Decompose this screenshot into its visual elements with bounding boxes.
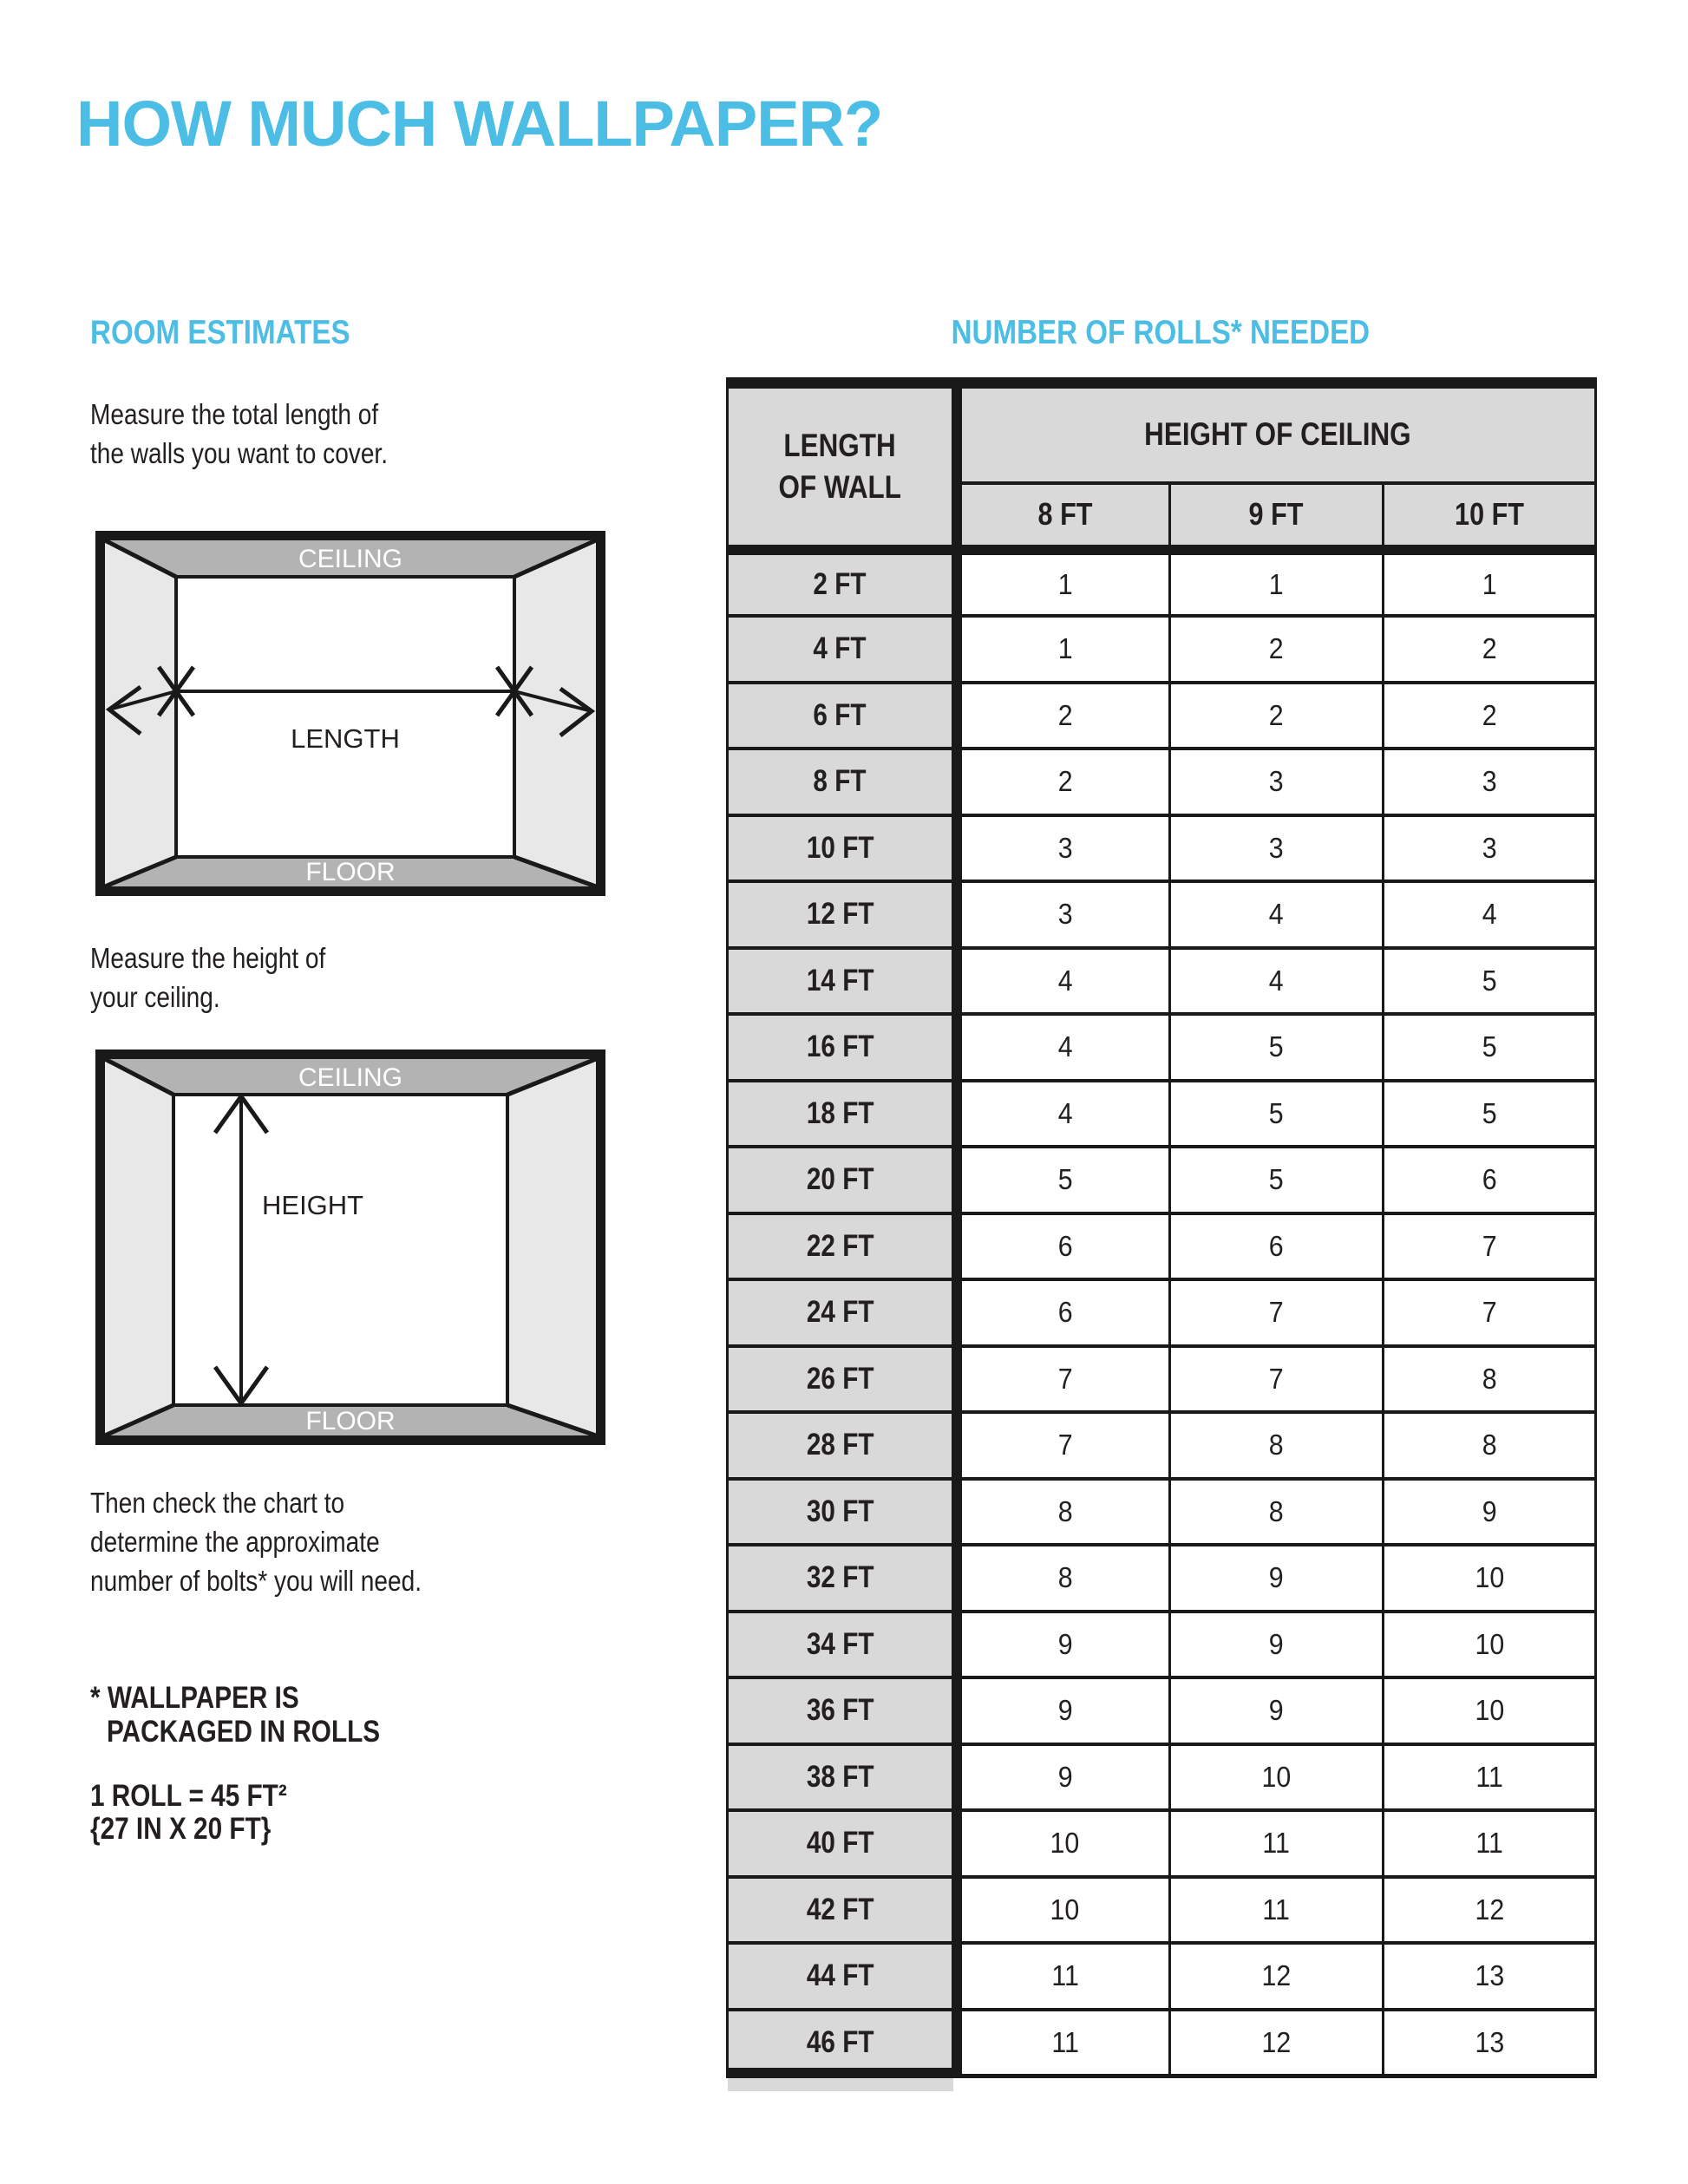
- measure-height-paragraph: Measure the height of your ceiling.: [90, 942, 326, 1013]
- roll-count-value: 11: [1262, 1827, 1291, 1860]
- roll-count-cell: [1170, 2010, 1384, 2076]
- row-label-text: 2 FT: [813, 566, 867, 601]
- right-wall-face: [514, 540, 596, 886]
- row-label-text: 16 FT: [806, 1030, 874, 1064]
- table-row: [728, 1213, 1596, 1280]
- roll-count-value: 2: [1482, 698, 1497, 731]
- row-label: [728, 1479, 957, 1546]
- roll-count-cell: [1170, 1081, 1384, 1148]
- wallpaper-rolls-footnote: * WALLPAPER IS PACKAGED IN ROLLS: [90, 1681, 381, 1749]
- roll-count-value: 7: [1269, 1362, 1284, 1395]
- roll-count-cell: [957, 1346, 1170, 1413]
- roll-count-value: 9: [1482, 1494, 1497, 1527]
- row-label-text: 32 FT: [806, 1560, 874, 1595]
- roll-count-value: 3: [1057, 898, 1073, 931]
- table-row: [728, 948, 1596, 1015]
- table-row: [728, 683, 1596, 749]
- back-wall-face: [173, 1095, 507, 1405]
- row-label: [728, 1612, 957, 1678]
- row-label-text: 26 FT: [806, 1361, 874, 1396]
- row-label-text: 46 FT: [806, 2024, 874, 2059]
- roll-count-value: 13: [1475, 2025, 1504, 2058]
- roll-count-value: 2: [1057, 698, 1073, 731]
- left-column-gray-tail: [728, 2078, 953, 2091]
- roll-count-value: 4: [1057, 964, 1073, 997]
- roll-count-value: 13: [1475, 1959, 1504, 1992]
- room-length-diagram: [95, 531, 605, 896]
- row-label-text: 20 FT: [806, 1162, 874, 1197]
- length-of-wall-header: LENGTH OF WALL: [728, 383, 957, 550]
- row-label: [728, 1545, 957, 1612]
- roll-count-cell: [957, 683, 1170, 749]
- roll-count-cell: [1384, 1346, 1596, 1413]
- roll-count-cell: [1170, 1943, 1384, 2010]
- table-row: [728, 1279, 1596, 1346]
- roll-count-value: 3: [1482, 831, 1497, 864]
- row-label: [728, 1877, 957, 1944]
- right-wall-face: [507, 1059, 596, 1435]
- column-header-10ft: 10 FT: [1384, 483, 1596, 550]
- roll-count-cell: [957, 1677, 1170, 1744]
- roll-count-cell: [1384, 815, 1596, 882]
- page-title: HOW MUCH WALLPAPER?: [76, 88, 883, 160]
- roll-count-cell: [1384, 1412, 1596, 1479]
- roll-count-value: 7: [1482, 1296, 1497, 1329]
- table-row: [728, 1612, 1596, 1678]
- roll-count-value: 8: [1482, 1362, 1497, 1395]
- left-wall-face: [105, 1059, 173, 1435]
- roll-count-cell: [1384, 1943, 1596, 2010]
- height-label: HEIGHT: [262, 1190, 364, 1220]
- roll-count-cell: [957, 550, 1170, 617]
- roll-count-cell: [1170, 1744, 1384, 1811]
- table-row: [728, 815, 1596, 882]
- roll-count-cell: [957, 1213, 1170, 1280]
- table-row: [728, 1081, 1596, 1148]
- roll-count-value: 8: [1057, 1494, 1073, 1527]
- length-label: LENGTH: [291, 723, 400, 754]
- check-chart-paragraph: Then check the chart to determine the approximate number of bolts* you will need.: [90, 1487, 422, 1597]
- roll-count-value: 12: [1261, 1959, 1292, 1992]
- roll-count-value: 5: [1482, 964, 1497, 997]
- roll-count-cell: [957, 948, 1170, 1015]
- roll-count-value: 9: [1057, 1760, 1073, 1793]
- roll-count-value: 10: [1475, 1694, 1504, 1727]
- roll-count-value: 5: [1057, 1163, 1073, 1196]
- roll-count-cell: [1384, 1677, 1596, 1744]
- roll-count-cell: [1384, 1479, 1596, 1546]
- roll-count-value: 1: [1482, 567, 1497, 600]
- roll-count-value: 5: [1482, 1096, 1497, 1129]
- row-label: [728, 1213, 957, 1280]
- ceiling-label: CEILING: [298, 1063, 403, 1092]
- roll-count-value: 7: [1482, 1229, 1497, 1262]
- row-label-text: 42 FT: [806, 1892, 874, 1926]
- roll-count-value: 4: [1057, 1096, 1073, 1129]
- roll-count-cell: [1170, 1545, 1384, 1612]
- roll-count-value: 4: [1482, 898, 1497, 931]
- roll-count-value: 5: [1269, 1163, 1284, 1196]
- roll-count-value: 10: [1261, 1760, 1292, 1793]
- roll-count-cell: [1384, 2010, 1596, 2076]
- roll-count-value: 11: [1050, 1959, 1079, 1992]
- row-label: [728, 2010, 957, 2076]
- row-label-text: 36 FT: [806, 1693, 874, 1728]
- row-label: [728, 683, 957, 749]
- table-row: [728, 1677, 1596, 1744]
- roll-count-value: 8: [1269, 1429, 1284, 1461]
- row-label-text: 14 FT: [806, 963, 874, 997]
- roll-count-cell: [1384, 881, 1596, 948]
- table-row: [728, 881, 1596, 948]
- roll-count-cell: [1170, 683, 1384, 749]
- roll-count-value: 6: [1057, 1229, 1073, 1262]
- roll-count-cell: [1170, 616, 1384, 683]
- roll-count-cell: [1384, 1213, 1596, 1280]
- roll-count-cell: [1170, 1412, 1384, 1479]
- table-row: [728, 1014, 1596, 1081]
- roll-count-cell: [957, 881, 1170, 948]
- roll-count-value: 11: [1475, 1760, 1503, 1793]
- row-label: [728, 1412, 957, 1479]
- roll-count-cell: [1170, 1147, 1384, 1213]
- roll-count-value: 10: [1050, 1827, 1080, 1860]
- roll-count-cell: [1384, 948, 1596, 1015]
- row-label: [728, 815, 957, 882]
- row-label-text: 8 FT: [813, 764, 867, 799]
- row-label-text: 6 FT: [813, 697, 867, 732]
- row-label-text: 40 FT: [806, 1826, 874, 1860]
- column-header-9ft: 9 FT: [1170, 483, 1384, 550]
- row-label: [728, 1677, 957, 1744]
- table-header-row: [728, 383, 1596, 483]
- roll-count-value: 4: [1269, 898, 1284, 931]
- table-row: [728, 1346, 1596, 1413]
- table-row: [728, 1412, 1596, 1479]
- roll-count-cell: [957, 1479, 1170, 1546]
- roll-count-value: 4: [1269, 964, 1284, 997]
- roll-count-cell: [1170, 1014, 1384, 1081]
- table-row: [728, 2010, 1596, 2076]
- table-row: [728, 616, 1596, 683]
- roll-count-cell: [1170, 1677, 1384, 1744]
- row-label: [728, 1147, 957, 1213]
- row-label-text: 12 FT: [806, 897, 874, 932]
- roll-count-value: 1: [1269, 567, 1284, 600]
- roll-count-cell: [1384, 1810, 1596, 1877]
- row-label: [728, 550, 957, 617]
- row-label: [728, 1346, 957, 1413]
- row-label: [728, 881, 957, 948]
- roll-count-value: 12: [1261, 2025, 1292, 2058]
- roll-count-cell: [1170, 1810, 1384, 1877]
- row-label: [728, 948, 957, 1015]
- row-label: [728, 1014, 957, 1081]
- roll-count-cell: [1170, 1612, 1384, 1678]
- roll-count-cell: [957, 1612, 1170, 1678]
- roll-count-value: 1: [1057, 632, 1073, 665]
- back-wall-face: [176, 577, 514, 857]
- roll-count-cell: [1384, 1612, 1596, 1678]
- roll-count-cell: [957, 1081, 1170, 1148]
- floor-label: FLOOR: [305, 1407, 396, 1435]
- measure-length-paragraph: Measure the total length of the walls you want to cover.: [90, 398, 389, 469]
- row-label: [728, 1943, 957, 2010]
- roll-count-value: 8: [1057, 1561, 1073, 1594]
- rolls-needed-heading: NUMBER OF ROLLS* NEEDED: [951, 314, 1370, 351]
- table-row: [728, 1545, 1596, 1612]
- roll-count-value: 2: [1269, 698, 1284, 731]
- row-label: [728, 749, 957, 815]
- roll-count-cell: [957, 1877, 1170, 1944]
- ceiling-label: CEILING: [298, 545, 403, 573]
- row-label: [728, 1279, 957, 1346]
- roll-size-info: 1 ROLL = 45 FT² {27 IN X 20 FT}: [90, 1779, 287, 1846]
- row-label: [728, 1810, 957, 1877]
- roll-count-cell: [1384, 1081, 1596, 1148]
- roll-count-value: 11: [1050, 2025, 1079, 2058]
- roll-count-cell: [1384, 1279, 1596, 1346]
- rolls-table-container: [726, 377, 1594, 2078]
- roll-count-value: 5: [1269, 1096, 1284, 1129]
- row-label-text: 18 FT: [806, 1095, 874, 1130]
- row-label-text: 44 FT: [806, 1958, 874, 1993]
- rolls-table-body: [728, 550, 1596, 2076]
- roll-count-value: 7: [1057, 1362, 1073, 1395]
- roll-count-value: 3: [1482, 765, 1497, 798]
- table-row: [728, 1479, 1596, 1546]
- roll-count-value: 5: [1482, 1030, 1497, 1063]
- row-label-text: 24 FT: [806, 1295, 874, 1330]
- left-column-bottom-border: [726, 2068, 955, 2078]
- table-row: [728, 1810, 1596, 1877]
- room-estimates-heading: ROOM ESTIMATES: [90, 314, 350, 351]
- roll-count-cell: [1170, 881, 1384, 948]
- roll-count-value: 2: [1482, 632, 1497, 665]
- roll-count-cell: [1384, 1014, 1596, 1081]
- roll-count-value: 3: [1269, 765, 1284, 798]
- table-row: [728, 1877, 1596, 1944]
- roll-count-value: 9: [1057, 1627, 1073, 1660]
- roll-count-cell: [957, 749, 1170, 815]
- table-row: [728, 1147, 1596, 1213]
- roll-count-value: 9: [1269, 1561, 1284, 1594]
- floor-label: FLOOR: [305, 858, 396, 886]
- room-height-diagram: [95, 1049, 605, 1445]
- column-header-8ft: 8 FT: [957, 483, 1170, 550]
- table-row: [728, 749, 1596, 815]
- row-label: [728, 1081, 957, 1148]
- roll-count-cell: [957, 815, 1170, 882]
- roll-count-value: 7: [1269, 1296, 1284, 1329]
- rolls-table: [726, 377, 1597, 2078]
- roll-count-cell: [1170, 1346, 1384, 1413]
- roll-count-cell: [957, 2010, 1170, 2076]
- roll-count-cell: [957, 1147, 1170, 1213]
- row-label-text: 28 FT: [806, 1428, 874, 1462]
- roll-count-cell: [1170, 749, 1384, 815]
- roll-count-value: 8: [1269, 1494, 1284, 1527]
- roll-count-cell: [957, 1412, 1170, 1479]
- height-of-ceiling-header: HEIGHT OF CEILING: [957, 383, 1596, 483]
- roll-count-value: 9: [1269, 1627, 1284, 1660]
- roll-count-cell: [1384, 1877, 1596, 1944]
- row-label-text: 34 FT: [806, 1626, 874, 1661]
- roll-count-value: 11: [1262, 1893, 1291, 1926]
- roll-count-cell: [1170, 1213, 1384, 1280]
- roll-count-value: 6: [1057, 1296, 1073, 1329]
- roll-count-value: 5: [1269, 1030, 1284, 1063]
- roll-count-value: 9: [1057, 1694, 1073, 1727]
- roll-count-cell: [1170, 815, 1384, 882]
- roll-count-value: 9: [1269, 1694, 1284, 1727]
- roll-count-value: 3: [1057, 831, 1073, 864]
- roll-count-value: 8: [1482, 1429, 1497, 1461]
- roll-count-value: 10: [1475, 1561, 1504, 1594]
- roll-count-value: 11: [1475, 1827, 1503, 1860]
- roll-count-cell: [1384, 1744, 1596, 1811]
- roll-count-value: 3: [1269, 831, 1284, 864]
- roll-count-value: 10: [1475, 1627, 1504, 1660]
- roll-count-cell: [957, 1279, 1170, 1346]
- roll-count-value: 7: [1057, 1429, 1073, 1461]
- roll-count-value: 6: [1269, 1229, 1284, 1262]
- table-row: [728, 1744, 1596, 1811]
- roll-count-cell: [1170, 550, 1384, 617]
- roll-count-cell: [1384, 1545, 1596, 1612]
- table-row: [728, 1943, 1596, 2010]
- roll-count-cell: [957, 1744, 1170, 1811]
- roll-count-cell: [957, 1943, 1170, 2010]
- roll-count-cell: [1384, 550, 1596, 617]
- roll-count-cell: [957, 1014, 1170, 1081]
- roll-count-cell: [1384, 683, 1596, 749]
- roll-count-value: 10: [1050, 1893, 1080, 1926]
- roll-count-cell: [1384, 749, 1596, 815]
- roll-count-cell: [1170, 948, 1384, 1015]
- row-label-text: 30 FT: [806, 1494, 874, 1528]
- row-label-text: 38 FT: [806, 1759, 874, 1794]
- roll-count-value: 12: [1475, 1893, 1504, 1926]
- roll-count-cell: [957, 1545, 1170, 1612]
- roll-count-value: 2: [1057, 765, 1073, 798]
- roll-count-cell: [1170, 1279, 1384, 1346]
- roll-count-cell: [1384, 1147, 1596, 1213]
- roll-count-value: 1: [1057, 567, 1073, 600]
- row-label-text: 22 FT: [806, 1228, 874, 1263]
- roll-count-cell: [1170, 1479, 1384, 1546]
- table-row: [728, 550, 1596, 617]
- roll-count-cell: [1170, 1877, 1384, 1944]
- roll-count-value: 4: [1057, 1030, 1073, 1063]
- row-label-text: 10 FT: [806, 830, 874, 865]
- roll-count-cell: [1384, 616, 1596, 683]
- roll-count-cell: [957, 1810, 1170, 1877]
- row-label-text: 4 FT: [813, 631, 867, 666]
- roll-count-cell: [957, 616, 1170, 683]
- row-label: [728, 616, 957, 683]
- roll-count-value: 2: [1269, 632, 1284, 665]
- roll-count-value: 6: [1482, 1163, 1497, 1196]
- row-label: [728, 1744, 957, 1811]
